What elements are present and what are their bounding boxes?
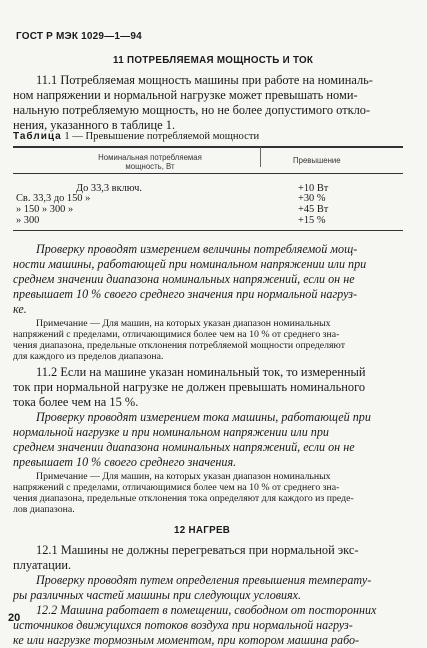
table-cell-excess: +10 Вт <box>298 183 329 194</box>
section-12-title: 12 НАГРЕВ <box>174 525 231 536</box>
note-line: Примечание — Для машин, на которых указан диапазон номинальных <box>36 318 331 329</box>
table-top-rule <box>13 146 403 148</box>
paragraph-line: плуатации. <box>13 558 72 572</box>
check-paragraph-line: среднем значении диапазона номинальных напряжений, если он не <box>13 440 355 454</box>
table-header-divider <box>260 147 261 167</box>
note-line: чения диапазона, предельные отклонения тока определяют для каждого из преде- <box>13 493 354 504</box>
section-11-title: 11 ПОТРЕБЛЯЕМАЯ МОЩНОСТЬ И ТОК <box>113 55 314 66</box>
check-paragraph-line: превышает 10 % своего среднего значения. <box>13 455 237 469</box>
paragraph-line: нения, указанного в таблице 1. <box>13 118 176 132</box>
paragraph-line: 12.1 Машины не должны перегреваться при нормальной экс- <box>36 543 359 557</box>
paragraph-line: ке или нагрузке тормозным моментом, при котором машина рабо- <box>13 633 360 647</box>
note-line: напряжений с пределами, отличающимися более чем на 10 % от среднего зна- <box>13 329 340 340</box>
paragraph-line: нальную потребляемую мощность, но не более допустимого откло- <box>13 103 371 117</box>
table-cell-excess: +45 Вт <box>298 204 329 215</box>
table-bottom-rule <box>13 230 403 231</box>
standard-header: ГОСТ Р МЭК 1029—1—94 <box>16 31 142 42</box>
table-cell-power: До 33,3 включ. <box>76 183 142 194</box>
table-header-power: Номинальная потребляемая <box>98 153 202 162</box>
note-line: Примечание — Для машин, на которых указан диапазон номинальных <box>36 471 331 482</box>
paragraph-line: 11.1 Потребляемая мощность машины при работе на номиналь- <box>36 73 373 87</box>
table-caption <box>13 131 259 142</box>
check-paragraph-line: Проверку проводят измерением величины потребляемой мощ- <box>36 242 358 256</box>
check-paragraph-line: ности машины, работающей при номинальном напряжении или при <box>13 257 367 271</box>
check-paragraph-line: среднем значении диапазона номинальных напряжений, если он не <box>13 272 355 286</box>
check-paragraph-line: нормальной нагрузке и при номинальном напряжении или при <box>13 425 329 439</box>
note-line: чения диапазона, предельные отклонения потребляемой мощности определяют <box>13 340 345 351</box>
paragraph-line: источников движущихся потоков воздуха при нормальной нагруз- <box>13 618 353 632</box>
table-header-power-unit: мощность, Вт <box>125 162 175 171</box>
table-header-rule <box>13 173 403 174</box>
check-paragraph-line: ке. <box>13 302 27 316</box>
table-caption-label: Таблица <box>13 131 62 142</box>
paragraph-line: ном напряжении и нормальной нагрузке может превышать номи- <box>13 88 358 102</box>
note-line: для каждого из пределов диапазона. <box>13 351 164 362</box>
table-cell-excess: +30 % <box>298 193 326 204</box>
table-cell-power: » 300 <box>16 215 40 226</box>
check-paragraph-line: Проверку проводят измерением тока машины, работающей при <box>36 410 371 424</box>
table-cell-power: Св. 33,3 до 150 » <box>16 193 91 204</box>
check-paragraph-line: Проверку проводят путем определения превышения температу- <box>36 573 372 587</box>
paragraph-line: ток при нормальной нагрузке не должен превышать номинального <box>13 380 366 394</box>
page-number: 20 <box>8 612 21 624</box>
check-paragraph-line: превышает 10 % своего среднего значения при нормальной нагруз- <box>13 287 358 301</box>
paragraph-line: 11.2 Если на машине указан номинальный ток, то измеренный <box>36 365 366 379</box>
table-header-excess: Превышение <box>293 156 341 165</box>
note-line: напряжений с пределами, отличающимися более чем на 10 % от среднего зна- <box>13 482 340 493</box>
note-line: лов диапазона. <box>13 504 75 515</box>
paragraph-line: тока более чем на 15 %. <box>13 395 139 409</box>
table-caption-text: 1 — Превышение потребляемой мощности <box>61 131 260 142</box>
paragraph-line: 12.2 Машина работает в помещении, свободном от посторонних <box>36 603 377 617</box>
check-paragraph-line: ры различных частей машины при следующих условиях. <box>13 588 302 602</box>
table-cell-excess: +15 % <box>298 215 326 226</box>
table-cell-power: » 150 » 300 » <box>16 204 74 215</box>
